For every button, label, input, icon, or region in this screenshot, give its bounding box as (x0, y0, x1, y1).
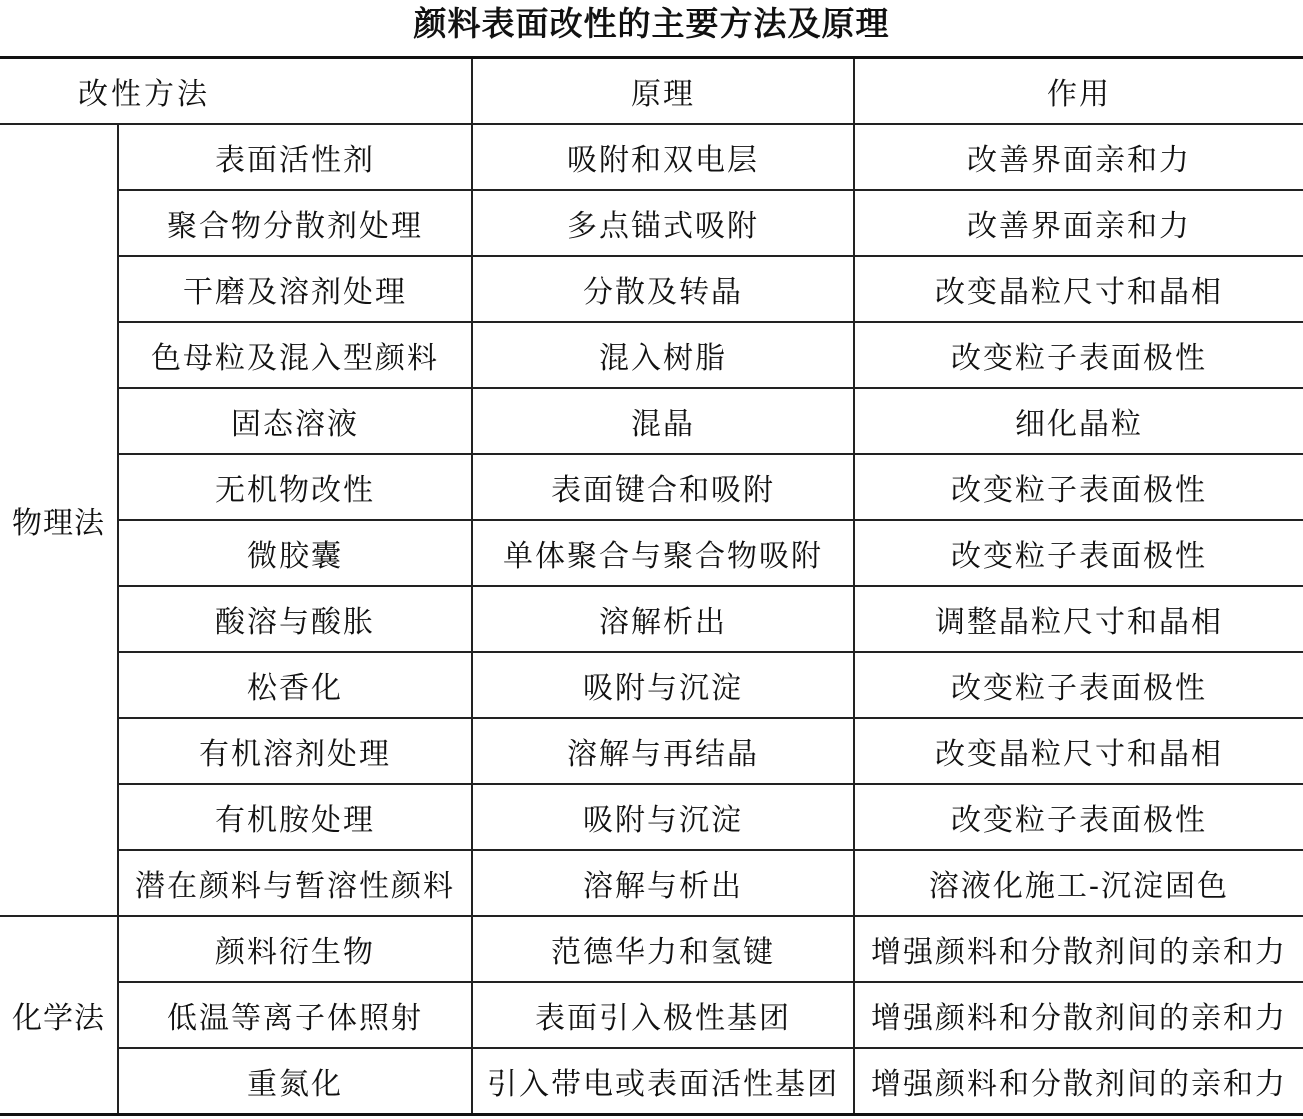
methods-table (0, 56, 1303, 1116)
method-cell: 重氮化 (118, 1048, 472, 1115)
method-cell: 色母粒及混入型颜料 (118, 322, 472, 388)
method-cell: 表面活性剂 (118, 124, 472, 190)
principle-cell: 范德华力和氢键 (472, 916, 854, 982)
table-row (0, 124, 1303, 190)
effect-cell: 改变粒子表面极性 (854, 784, 1303, 850)
header-method: 改性方法 (0, 58, 472, 125)
table-row (0, 388, 1303, 454)
principle-cell: 表面引入极性基团 (472, 982, 854, 1048)
effect-cell: 增强颜料和分散剂间的亲和力 (854, 1048, 1303, 1115)
effect-cell: 改变粒子表面极性 (854, 652, 1303, 718)
principle-cell: 吸附和双电层 (472, 124, 854, 190)
effect-cell: 改变粒子表面极性 (854, 520, 1303, 586)
table-row (0, 256, 1303, 322)
table-row (0, 586, 1303, 652)
method-cell: 聚合物分散剂处理 (118, 190, 472, 256)
effect-cell: 调整晶粒尺寸和晶相 (854, 586, 1303, 652)
table-row (0, 322, 1303, 388)
header-row (0, 58, 1303, 125)
table-row (0, 718, 1303, 784)
principle-cell: 分散及转晶 (472, 256, 854, 322)
principle-cell: 引入带电或表面活性基团 (472, 1048, 854, 1115)
effect-cell: 改善界面亲和力 (854, 124, 1303, 190)
method-cell: 有机胺处理 (118, 784, 472, 850)
effect-cell: 改变粒子表面极性 (854, 322, 1303, 388)
effect-cell: 增强颜料和分散剂间的亲和力 (854, 982, 1303, 1048)
effect-cell: 溶液化施工-沉淀固色 (854, 850, 1303, 916)
method-cell: 固态溶液 (118, 388, 472, 454)
table-row (0, 784, 1303, 850)
table-row (0, 520, 1303, 586)
table-row (0, 982, 1303, 1048)
principle-cell: 多点锚式吸附 (472, 190, 854, 256)
category-cell: 化学法 (0, 916, 118, 1115)
principle-cell: 单体聚合与聚合物吸附 (472, 520, 854, 586)
category-cell: 物理法 (0, 124, 118, 916)
method-cell: 酸溶与酸胀 (118, 586, 472, 652)
method-cell: 潜在颜料与暂溶性颜料 (118, 850, 472, 916)
header-principle: 原理 (472, 58, 854, 125)
principle-cell: 混晶 (472, 388, 854, 454)
principle-cell: 吸附与沉淀 (472, 784, 854, 850)
effect-cell: 改变粒子表面极性 (854, 454, 1303, 520)
effect-cell: 改变晶粒尺寸和晶相 (854, 718, 1303, 784)
principle-cell: 溶解与再结晶 (472, 718, 854, 784)
table-row (0, 850, 1303, 916)
method-cell: 颜料衍生物 (118, 916, 472, 982)
table-row (0, 454, 1303, 520)
method-cell: 松香化 (118, 652, 472, 718)
table-title: 颜料表面改性的主要方法及原理 (413, 4, 890, 43)
header-effect: 作用 (854, 58, 1303, 125)
table-row (0, 1048, 1303, 1115)
principle-cell: 溶解与析出 (472, 850, 854, 916)
effect-cell: 增强颜料和分散剂间的亲和力 (854, 916, 1303, 982)
method-cell: 低温等离子体照射 (118, 982, 472, 1048)
table-row (0, 652, 1303, 718)
method-cell: 干磨及溶剂处理 (118, 256, 472, 322)
effect-cell: 细化晶粒 (854, 388, 1303, 454)
method-cell: 无机物改性 (118, 454, 472, 520)
principle-cell: 溶解析出 (472, 586, 854, 652)
effect-cell: 改善界面亲和力 (854, 190, 1303, 256)
table-row (0, 190, 1303, 256)
principle-cell: 混入树脂 (472, 322, 854, 388)
effect-cell: 改变晶粒尺寸和晶相 (854, 256, 1303, 322)
principle-cell: 吸附与沉淀 (472, 652, 854, 718)
table-row (0, 916, 1303, 982)
method-cell: 微胶囊 (118, 520, 472, 586)
method-cell: 有机溶剂处理 (118, 718, 472, 784)
principle-cell: 表面键合和吸附 (472, 454, 854, 520)
